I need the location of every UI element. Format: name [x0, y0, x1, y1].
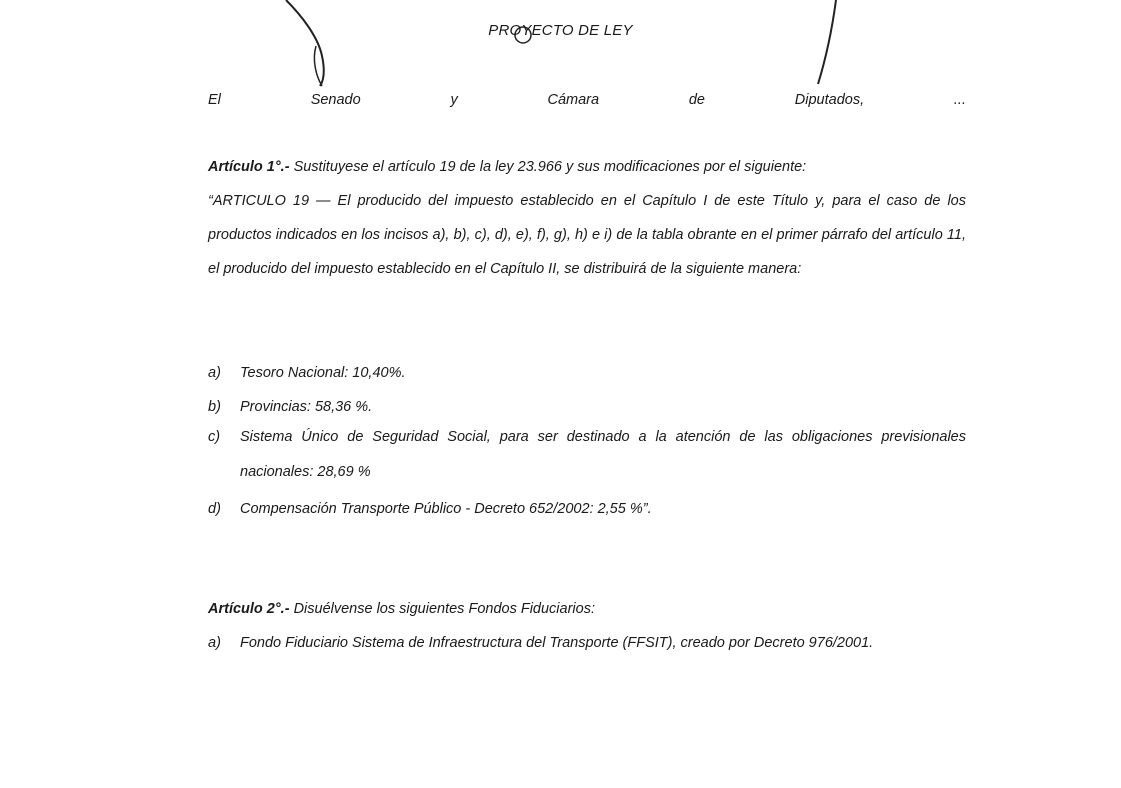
- list-item: [208, 356, 966, 391]
- list-letter: b): [208, 399, 221, 415]
- document-title: PROYECTO DE LEY: [488, 22, 633, 39]
- enacting-word: ...: [953, 92, 966, 108]
- list-letter: a): [208, 635, 221, 651]
- list-text: Fondo Fiduciario Sistema de Infraestructura del Transporte (FFSIT), creado por Decreto 976/2001.: [240, 635, 874, 651]
- article-1-intro-text: Sustituyese el artículo 19 de la ley 23.966 y sus modificaciones por el siguiente:: [293, 159, 807, 175]
- enacting-word: Senado: [310, 92, 361, 108]
- list-item: [208, 626, 966, 661]
- article-1-quote: “ARTICULO 19 — El producido del impuesto establecido en el Capítulo I de este Título y, para el caso de los productos indicados en los incisos a), b), c), d), e), f), g), h) e i) de la tabla obrante en el primer párrafo del artículo 11, el producido del impuesto establecido en el Capítulo II, se distribuirá de la siguiente manera:: [208, 193, 966, 277]
- list-item: [208, 420, 966, 490]
- list-item: [208, 492, 966, 527]
- list-letter: d): [208, 501, 221, 517]
- enacting-formula: [208, 92, 966, 108]
- list-letter: c): [208, 429, 221, 445]
- list-letter: a): [208, 365, 221, 381]
- list-text: Tesoro Nacional: 10,40%.: [240, 365, 406, 381]
- article-2-label: Artículo 2°.-: [208, 601, 290, 617]
- list-text: Provincias: 58,36 %.: [240, 399, 373, 415]
- article-2-intro-text: Disuélvense los siguientes Fondos Fiduciarios:: [293, 601, 595, 617]
- article-2-intro: [208, 592, 966, 626]
- list-text: Compensación Transporte Público - Decreto 652/2002: 2,55 %”.: [240, 501, 652, 517]
- article-1-label: Artículo 1°.-: [208, 159, 290, 175]
- enacting-word: Cámara: [547, 92, 600, 108]
- enacting-word: Diputados,: [794, 92, 865, 108]
- list-text: Sistema Único de Seguridad Social, para ser destinado a la atención de las obligaciones previsionales nacionales: 28,69 %: [240, 429, 966, 480]
- enacting-word: El: [208, 92, 221, 108]
- enacting-word: de: [688, 92, 705, 108]
- article-1-intro: [208, 150, 966, 184]
- enacting-word: y: [450, 92, 458, 108]
